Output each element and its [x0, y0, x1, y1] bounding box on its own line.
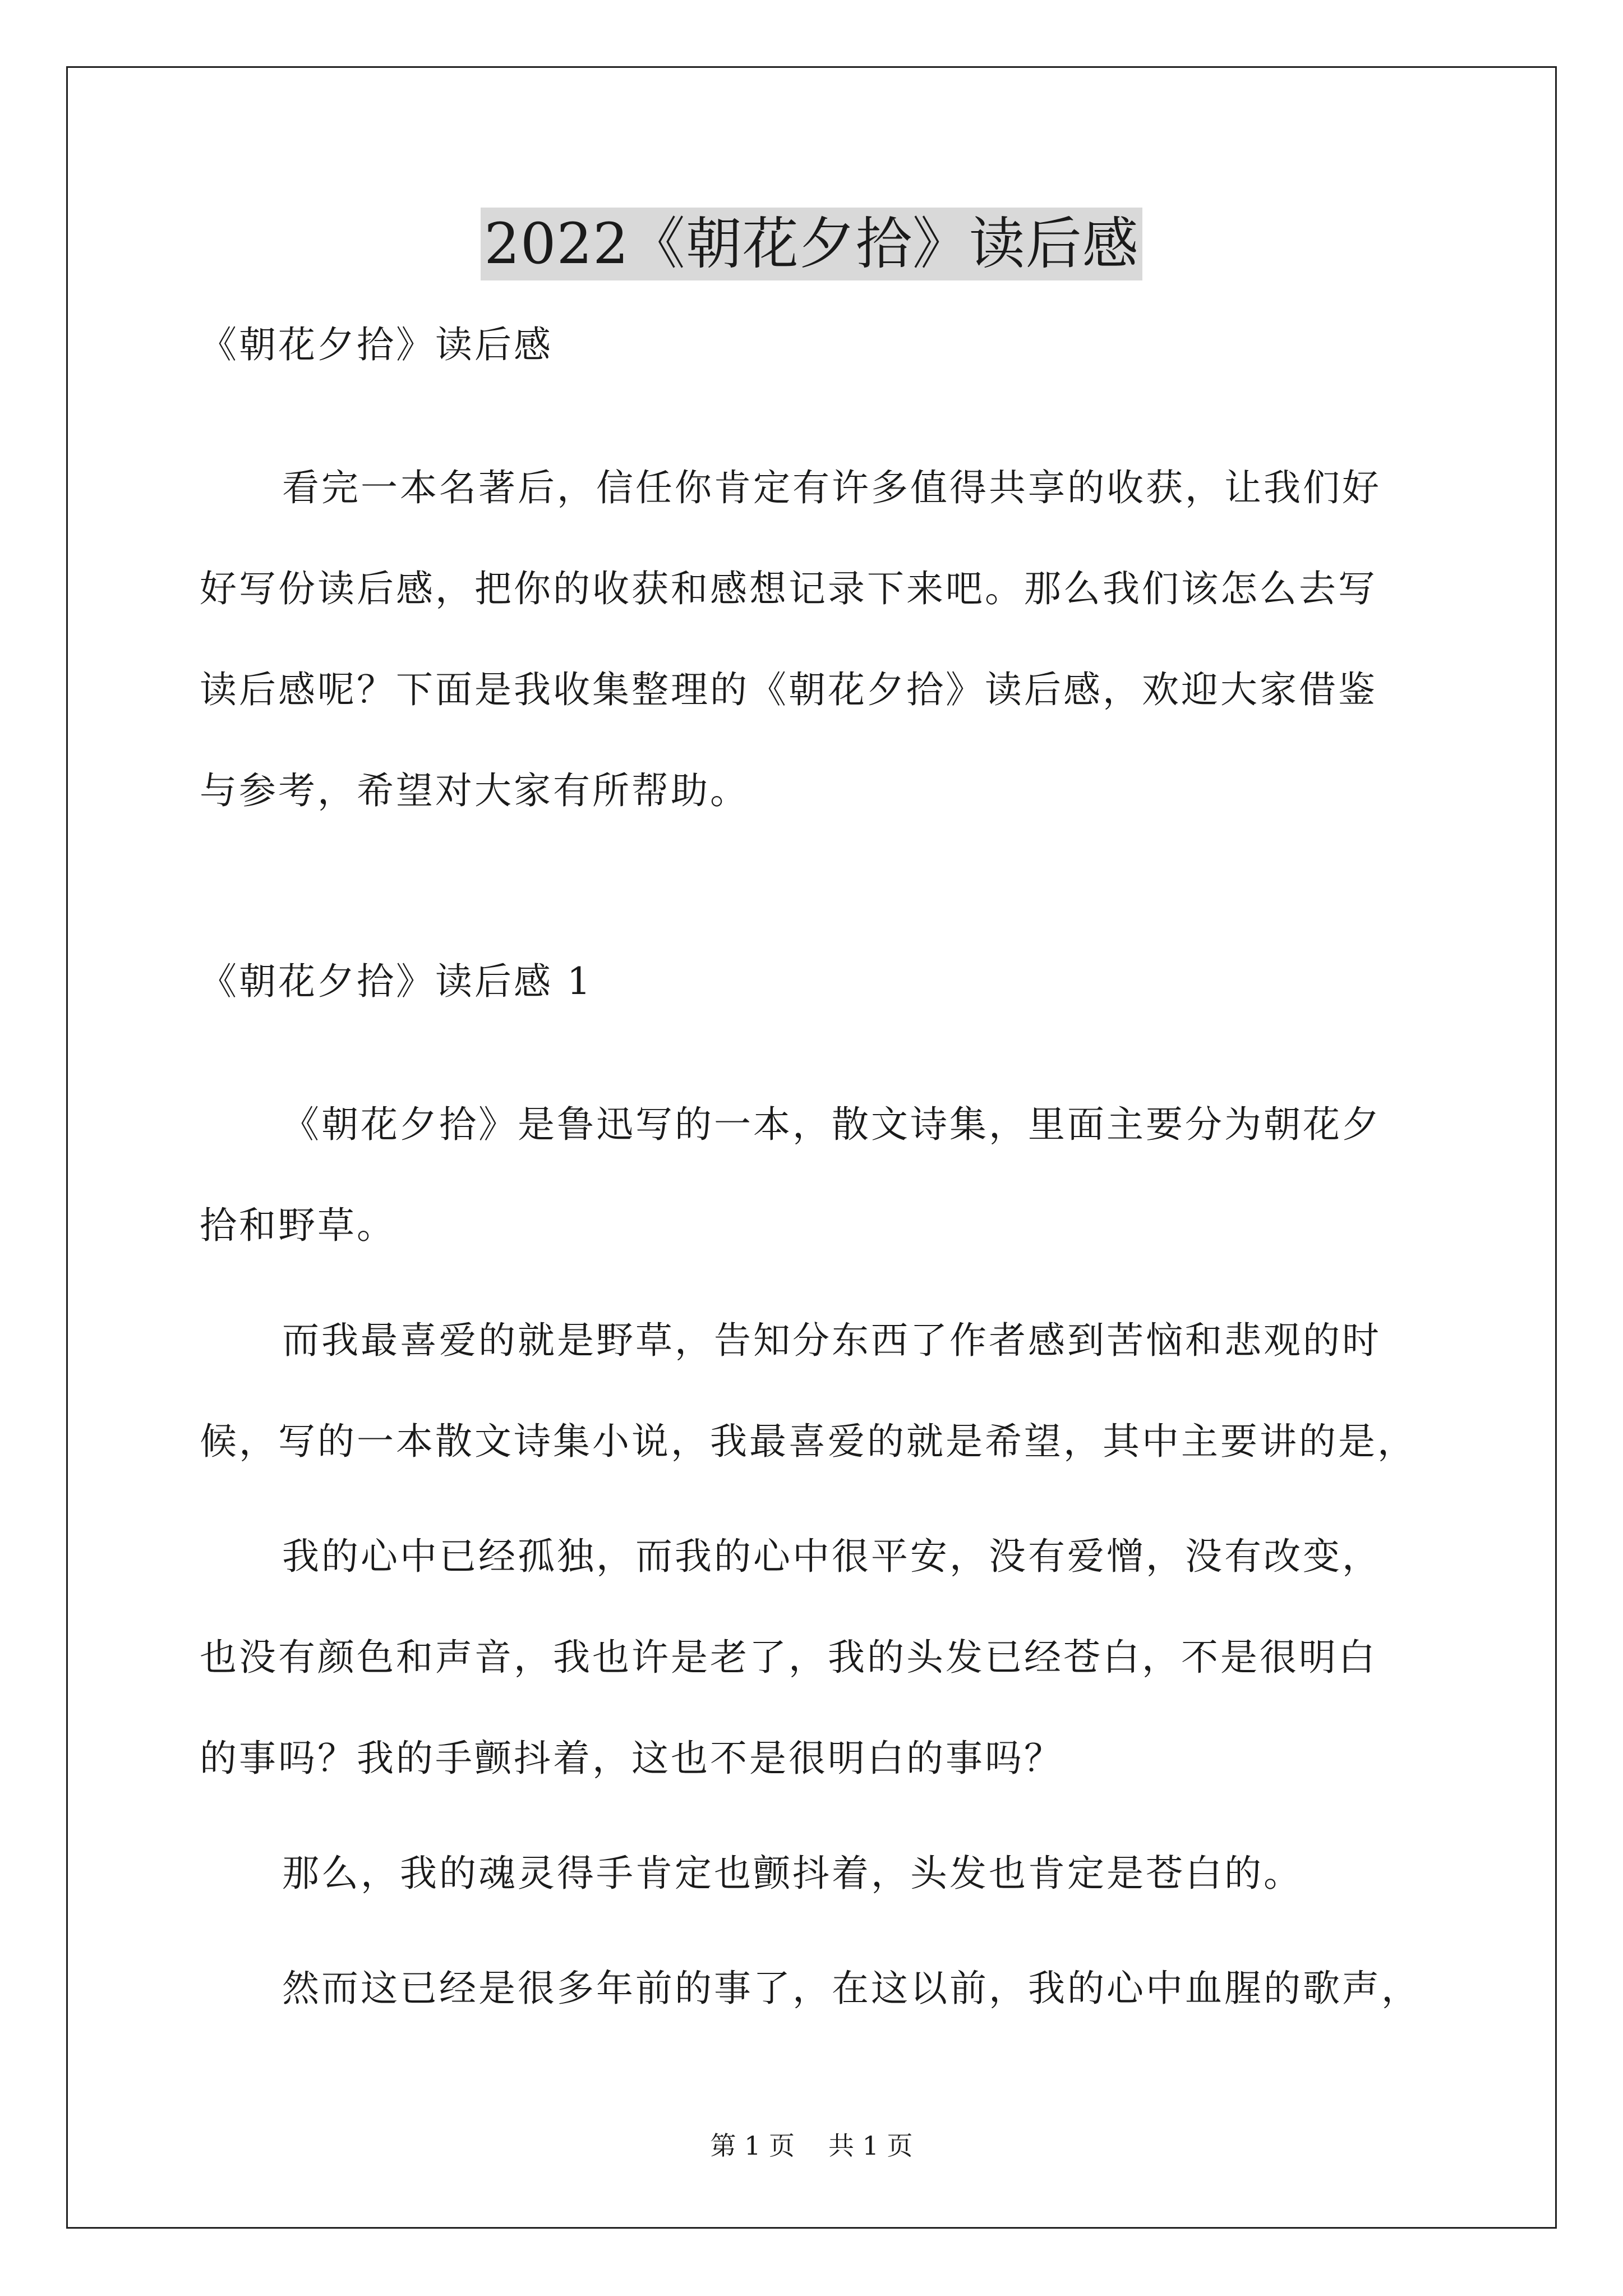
- document-title: 2022《朝花夕拾》读后感: [481, 208, 1142, 280]
- paragraph-line: 也没有颜色和声音，我也许是老了，我的头发已经苍白，不是很明白: [200, 1636, 1377, 1679]
- page-number: 第 1 页: [710, 2131, 795, 2161]
- paragraph-line: 读后感呢？下面是我收集整理的《朝花夕拾》读后感，欢迎大家借鉴: [200, 668, 1377, 711]
- paragraph-line: 的事吗？我的手颤抖着，这也不是很明白的事吗？: [200, 1737, 1063, 1780]
- paragraph-line: 那么，我的魂灵得手肯定也颤抖着，头发也肯定是苍白的。: [282, 1852, 1303, 1895]
- paragraph-line: 而我最喜爱的就是野草，告知分东西了作者感到苦恼和悲观的时: [282, 1319, 1381, 1362]
- intro-heading: 《朝花夕拾》读后感: [200, 323, 553, 366]
- paragraph-line: 《朝花夕拾》是鲁迅写的一本，散文诗集，里面主要分为朝花夕: [282, 1103, 1381, 1146]
- paragraph-line: 候，写的一本散文诗集小说，我最喜爱的就是希望，其中主要讲的是，: [200, 1420, 1417, 1463]
- paragraph-line: 好写份读后感，把你的收获和感想记录下来吧。那么我们该怎么去写: [200, 567, 1377, 610]
- page-total: 共 1 页: [828, 2131, 913, 2161]
- paragraph-line: 然而这已经是很多年前的事了，在这以前，我的心中血腥的歌声，: [282, 1967, 1421, 2010]
- page-footer: [0, 2129, 1623, 2162]
- title-container: [0, 208, 1623, 280]
- paragraph-line: 看完一本名著后，信任你肯定有许多值得共享的收获，让我们好: [282, 466, 1381, 509]
- section-heading: 《朝花夕拾》读后感 1: [200, 960, 593, 1003]
- paragraph-line: 拾和野草。: [200, 1204, 396, 1247]
- paragraph-line: 与参考，希望对大家有所帮助。: [200, 769, 749, 812]
- paragraph-line: 我的心中已经孤独，而我的心中很平安，没有爱憎，没有改变，: [282, 1535, 1381, 1578]
